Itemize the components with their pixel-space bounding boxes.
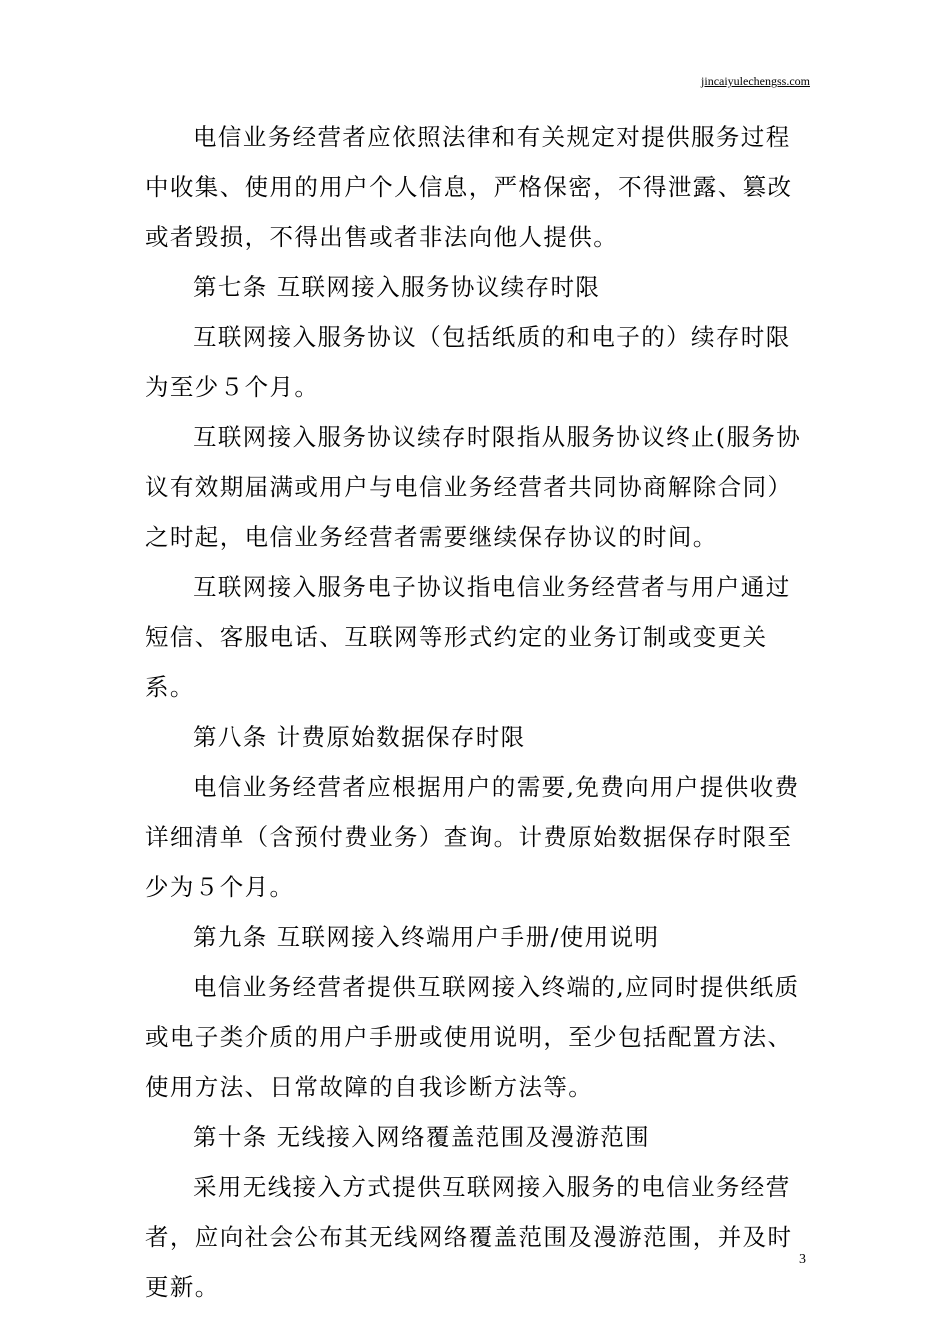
paragraph-retention-definition: 互联网接入服务协议续存时限指从服务协议终止(服务协议有效期届满或用户与电信业务经营者共同协商解除合同）之时起，电信业务经营者需要继续保存协议的时间。 — [145, 423, 802, 551]
heading-article-9: 第九条 互联网接入终端用户手册/使用说明 — [193, 923, 660, 951]
heading-article-7: 第七条 互联网接入服务协议续存时限 — [193, 273, 601, 301]
paragraph-retention-period: 互联网接入服务协议（包括纸质的和电子的）续存时限为至少５个月。 — [145, 323, 791, 401]
paragraph-electronic-agreement: 互联网接入服务电子协议指电信业务经营者与用户通过短信、客服电话、互联网等形式约定的业务订制或变更关系。 — [145, 573, 791, 701]
header-site-link[interactable]: jincaiyulechengss.com — [701, 74, 810, 88]
heading-article-10: 第十条 无线接入网络覆盖范围及漫游范围 — [193, 1123, 651, 1151]
paragraph-wireless-coverage: 采用无线接入方式提供互联网接入服务的电信业务经营者，应向社会公布其无线网络覆盖范围及漫游范围，并及时更新。 — [145, 1173, 793, 1301]
document-body — [145, 112, 813, 1312]
heading-article-8: 第八条 计费原始数据保存时限 — [193, 723, 526, 751]
paragraph-privacy: 电信业务经营者应依照法律和有关规定对提供服务过程中收集、使用的用户个人信息，严格保密，不得泄露、篡改或者毁损，不得出售或者非法向他人提供。 — [145, 123, 793, 251]
page-number: 3 — [799, 1252, 806, 1267]
paragraph-billing-records: 电信业务经营者应根据用户的需要,免费向用户提供收费详细清单（含预付费业务）查询。计费原始数据保存时限至少为５个月。 — [145, 773, 800, 901]
paragraph-user-manual: 电信业务经营者提供互联网接入终端的,应同时提供纸质或电子类介质的用户手册或使用说明，至少包括配置方法、使用方法、日常故障的自我诊断方法等。 — [145, 973, 800, 1101]
